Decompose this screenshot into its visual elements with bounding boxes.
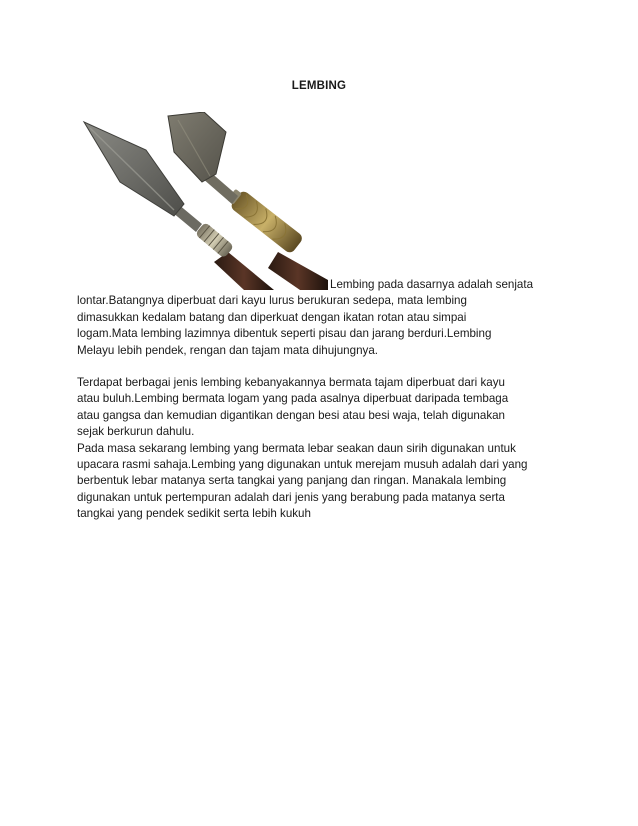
- paragraph1-line-1: Lembing pada dasarnya adalah senjata: [330, 278, 534, 291]
- paragraph2-line-7: berbentuk lebar matanya serta tangkai yang panjang dan ringan. Manakala lembing: [77, 474, 507, 487]
- paragraph2-line-5: Pada masa sekarang lembing yang bermata lebar seakan daun sirih digunakan untuk: [77, 442, 516, 455]
- paragraph2-line-8: digunakan untuk pertempuran adalah dari jenis yang berabung pada matanya serta: [77, 491, 505, 504]
- paragraph1-line-3: dimasukkan kedalam batang dan diperkuat dengan ikatan rotan atau simpai: [77, 311, 467, 324]
- paragraph2-line-4: sejak berkurun dahulu.: [77, 425, 195, 438]
- lembing-photo: [78, 112, 328, 290]
- paragraph2-line-9: tangkai yang pendek sedikit serta lebih kukuh: [77, 507, 311, 520]
- paragraph2-line-1: Terdapat berbagai jenis lembing kebanyakannya bermata tajam diperbuat dari kayu: [77, 376, 505, 389]
- paragraph2-line-2: atau buluh.Lembing bermata logam yang pada asalnya diperbuat daripada tembaga: [77, 392, 509, 405]
- paragraph2-line-3: atau gangsa dan kemudian digantikan dengan besi atau besi waja, telah digunakan: [77, 409, 506, 422]
- document-title: LEMBING: [291, 80, 347, 92]
- paragraph1-line-4: logam.Mata lembing lazimnya dibentuk seperti pisau dan jarang berduri.Lembing: [77, 327, 492, 340]
- paragraph1-line-5: Melayu lebih pendek, rengan dan tajam mata dihujungnya.: [77, 344, 378, 357]
- paragraph2-line-6: upacara rasmi sahaja.Lembing yang digunakan untuk merejam musuh adalah dari yang: [77, 458, 528, 471]
- right-spear: [168, 112, 328, 290]
- paragraph1-line-2: lontar.Batangnya diperbuat dari kayu lurus berukuran sedepa, mata lembing: [77, 294, 467, 307]
